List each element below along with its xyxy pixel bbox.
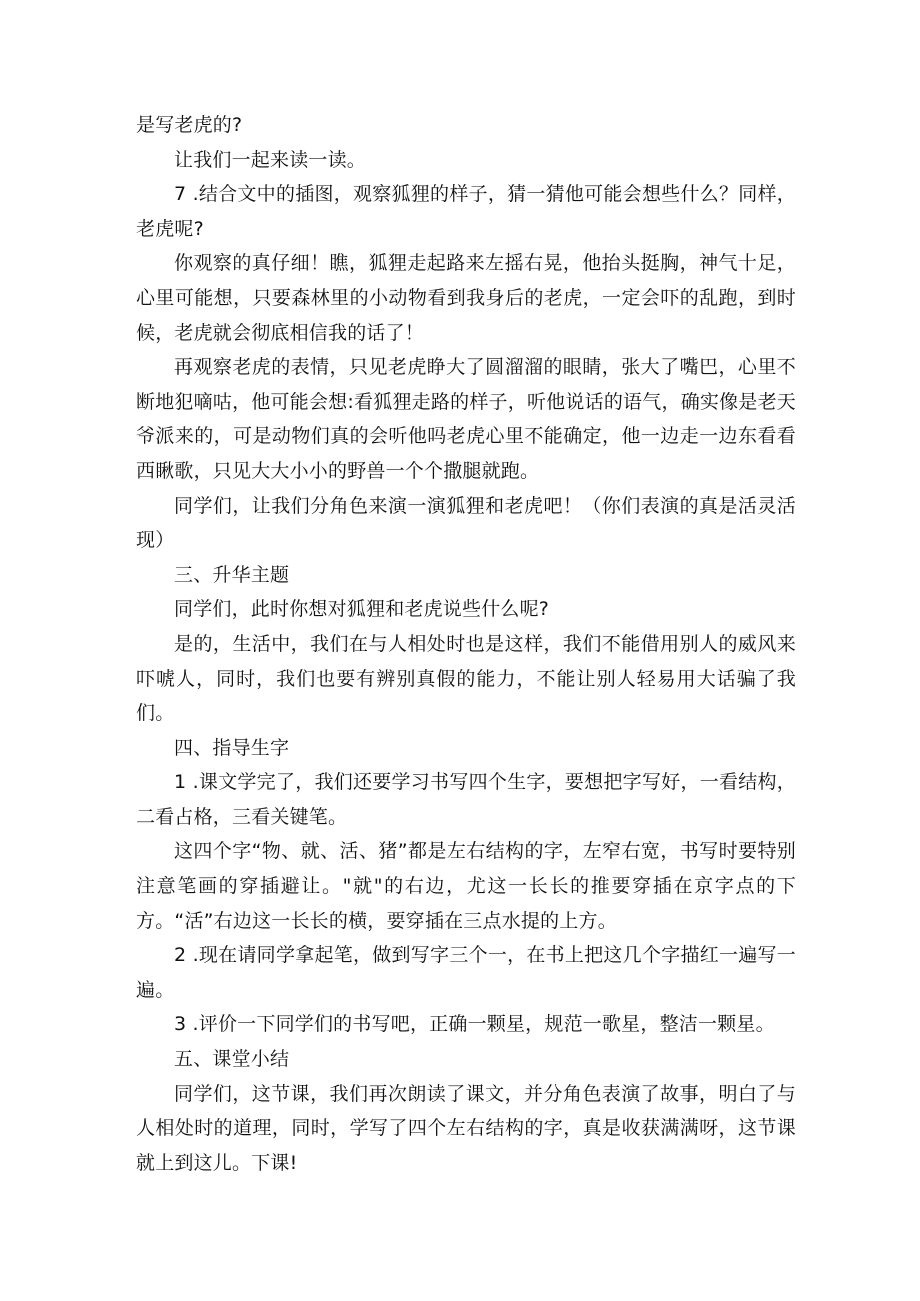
paragraph-5: 再观察老虎的表情，只见老虎睁大了圆溜溜的眼睛，张大了嘴巴，心里不断地犯嘀咕，他可能会想:看狐狸走路的样子，听他说话的语气，确实像是老天爷派来的，可是动物们真的会听他吗老虎心里不能确定，他一边走一边东看看西瞅歌，只见大大小小的野兽一个个撒腿就跑。 [136, 356, 796, 482]
paragraph-6: 同学们，让我们分角色来演一演狐狸和老虎吧！（你们表演的真是活灵活现） [136, 494, 796, 552]
paragraph-4: 你观察的真仔细！瞧，狐狸走起路来左摇右晃，他抬头挺胸，神气十足，心里可能想，只要森林里的小动物看到我身后的老虎，一定会吓的乱跑，到时候，老虎就会彻底相信我的话了！ [136, 252, 796, 344]
paragraph-9: 是的，生活中，我们在与人相处时也是这样，我们不能借用别人的威风来吓唬人，同时，我们也要有辨别真假的能力，不能让别人轻易用大话骗了我们。 [136, 632, 796, 725]
paragraph-16: 同学们，这节课，我们再次朗读了课文，并分角色表演了故事，明白了与人相处时的道理，同时，学写了四个左右结构的字，真是收获满满呀，这节课就上到这儿。下课! [136, 1082, 796, 1174]
section-heading-5: 五、课堂小结 [174, 1048, 290, 1071]
paragraph-2: 让我们一起来读一读。 [174, 148, 367, 171]
paragraph-13: 2 .现在请同学拿起笔，做到写字三个一，在书上把这几个字描红一遍写一遍。 [136, 944, 796, 1001]
paragraph-12: 这四个字“物、就、活、猪”都是左右结构的字，左窄右宽，书写时要特别注意笔画的穿插避让。"就"的右边，尤这一长长的推要穿插在京字点的下方。“活”右边这一长长的横，要穿插在三点水提的上方。 [136, 840, 796, 932]
paragraph-14: 3 .评价一下同学们的书写吧，正确一颗星，规范一歌星，整洁一颗星。 [174, 1013, 775, 1036]
paragraph-11: 1 .课文学完了，我们还要学习书写四个生字，要想把字写好，一看结构，二看占格，三看关键笔。 [136, 771, 796, 828]
section-heading-4: 四、指导生字 [174, 736, 290, 759]
section-heading-3: 三、升华主题 [174, 563, 290, 586]
document-body [136, 108, 796, 1180]
paragraph-3: 7 .结合文中的插图，观察狐狸的样子，猜一猜他可能会想些什么？同样，老虎呢? [136, 183, 796, 240]
paragraph-1: 是写老虎的? [136, 114, 243, 136]
paragraph-8: 同学们，此时你想对狐狸和老虎说些什么呢? [174, 598, 550, 621]
